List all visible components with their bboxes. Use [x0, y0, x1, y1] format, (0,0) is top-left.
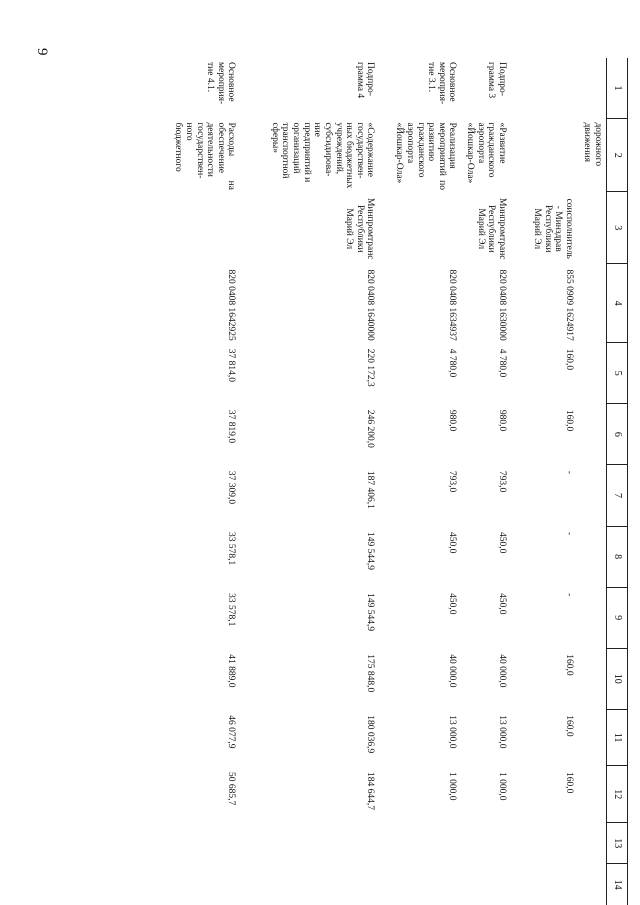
- table-cell-col-6: 37 819,0: [226, 409, 237, 444]
- table-row: [151, 58, 240, 905]
- table-cell-col-1: Подпро-грамма 3: [486, 62, 507, 99]
- table-cell-col-11: 180 036,9: [365, 715, 376, 754]
- table-cell-col-14: [510, 864, 577, 905]
- table-cell-col-8: 149 544,9: [365, 532, 376, 571]
- table-cell-col-9: 33 578,1: [226, 593, 237, 627]
- col-header-10: 10: [607, 648, 628, 709]
- table-cell-col-2: [510, 118, 577, 192]
- table-cell-col-11: 13 000,0: [497, 715, 507, 749]
- table-cell-col-4: [577, 263, 607, 342]
- table-cell-col-10: 41 889,0: [226, 654, 237, 688]
- col-header-7: 7: [607, 465, 628, 526]
- table-cell-col-12: 160,0: [564, 771, 574, 794]
- table-cell-col-10: 40 000,0: [447, 654, 458, 688]
- table-cell-col-3: [151, 192, 240, 264]
- table-cell-col-8: 33 578,1: [226, 532, 237, 566]
- table-cell-col-3: Минпромтранс Республики Марий Эл: [475, 197, 507, 260]
- table-cell-col-5: 4 780,0: [497, 348, 507, 378]
- budget-table: [151, 58, 629, 905]
- col-header-14: 14: [607, 864, 628, 905]
- table-cell-col-4: 855 0909 1624917: [564, 269, 574, 341]
- table-row: [461, 58, 511, 905]
- table-cell-col-13: [510, 823, 577, 864]
- table-cell-col-8: [577, 526, 607, 587]
- col-header-2: 2: [607, 118, 628, 192]
- table-row: [577, 58, 607, 905]
- table-cell-col-12: 50 685,7: [226, 771, 237, 806]
- table-cell-col-3: [577, 192, 607, 264]
- table-cell-col-6: 160,0: [564, 409, 574, 432]
- table-cell-col-14: [151, 864, 240, 905]
- header-row: [607, 58, 628, 905]
- table-cell-col-3: [379, 192, 461, 264]
- table-cell-col-6: [577, 404, 607, 465]
- table-cell-col-7: 793,0: [447, 470, 458, 493]
- table-cell-col-9: 450,0: [497, 593, 507, 615]
- table-cell-col-14: [577, 864, 607, 905]
- col-header-11: 11: [607, 709, 628, 766]
- table-cell-col-9: 450,0: [447, 593, 458, 615]
- table-cell-col-4: 820 0408 1642925: [226, 269, 237, 341]
- table-cell-col-7: -: [564, 470, 574, 475]
- table-cell-col-13: [151, 823, 240, 864]
- table-cell-col-12: 184 644,7: [365, 771, 376, 810]
- table-cell-col-12: 1 000,0: [447, 771, 458, 801]
- table-cell-col-7: 187 406,1: [365, 470, 376, 509]
- table-cell-col-10: 160,0: [564, 654, 574, 676]
- table-cell-col-9: -: [564, 593, 574, 597]
- table-cell-col-7: 37 309,0: [226, 470, 237, 505]
- table-cell-col-11: 46 077,9: [226, 715, 237, 749]
- col-header-4: 4: [607, 263, 628, 342]
- table-cell-col-10: [577, 648, 607, 709]
- table-cell-col-10: 40 000,0: [497, 654, 507, 688]
- table-cell-col-9: [577, 587, 607, 648]
- table-cell-col-11: 13 000,0: [447, 715, 458, 749]
- table-cell-col-1: [510, 58, 577, 118]
- table-row: [240, 58, 379, 905]
- table-cell-col-5: [577, 343, 607, 404]
- table-cell-col-5: 160,0: [564, 348, 574, 371]
- table-cell-col-10: 175 848,0: [365, 654, 376, 693]
- table-cell-col-8: 450,0: [447, 532, 458, 554]
- col-header-8: 8: [607, 526, 628, 587]
- table-cell-col-7: [577, 465, 607, 526]
- table-cell-col-1: Основное мероприя-тие 3.1.: [426, 62, 458, 105]
- table-cell-col-2: «Содержание государствен-ных бюджетных учреждений, субсидирова-ние предприятий и организаций транспортной сферы»: [269, 122, 376, 189]
- table-cell-col-3: соисполнитель - Минздрав Республики Марий Эл: [532, 198, 574, 259]
- table-cell-col-7: 793,0: [497, 470, 507, 493]
- table-cell-col-5: 220 172,3: [365, 348, 376, 387]
- table-cell-col-12: [577, 766, 607, 823]
- col-header-9: 9: [607, 587, 628, 648]
- col-header-13: 13: [607, 823, 628, 864]
- table-cell-col-6: 246 200,0: [365, 409, 376, 448]
- table-cell-col-5: 37 814,0: [226, 348, 237, 382]
- table-cell-col-1: [577, 58, 607, 118]
- table-row: [379, 58, 461, 905]
- table-cell-col-3: Минпромтранс Республики Марий Эл: [344, 197, 376, 260]
- col-header-5: 5: [607, 343, 628, 404]
- table-row: [510, 58, 577, 905]
- col-header-1: 1: [607, 58, 628, 118]
- table-cell-col-13: [577, 823, 607, 864]
- table-cell-col-2: дорожного движения: [582, 122, 603, 167]
- table-cell-col-2: Реализация мероприятий по развитию гражданского аэропорта «Йошкар-Ола»: [394, 122, 458, 190]
- table-cell-col-6: 980,0: [447, 409, 458, 432]
- table-cell-col-12: 1 000,0: [497, 771, 507, 801]
- table-cell-col-1: Основное мероприя-тие 4.1.: [205, 62, 237, 105]
- table-cell-col-14: [240, 864, 379, 905]
- table-cell-col-14: [461, 864, 511, 905]
- table-cell-col-4: 820 0408 1630000: [497, 269, 507, 341]
- table-cell-col-5: 4 780,0: [447, 348, 458, 378]
- table-cell-col-2: «Развитие гражданского аэропорта «Йошкар-Ола»: [465, 122, 507, 184]
- col-header-6: 6: [607, 404, 628, 465]
- table-cell-col-4: 820 0408 1640000: [365, 269, 376, 341]
- table-cell-col-13: [379, 823, 461, 864]
- table-cell-col-8: -: [564, 532, 574, 536]
- table-cell-col-9: 149 544,9: [365, 593, 376, 632]
- table-cell-col-11: 160,0: [564, 715, 574, 737]
- table-cell-col-11: [577, 709, 607, 766]
- table-cell-col-2: Расходы на обеспечение деятельности государствен-ного бюджетного: [173, 122, 237, 190]
- table-cell-col-13: [461, 823, 511, 864]
- page-number: 9: [34, 48, 50, 56]
- table-cell-col-8: 450,0: [497, 532, 507, 554]
- table-cell-col-1: Подпро-грамма 4: [354, 62, 376, 99]
- col-header-12: 12: [607, 766, 628, 823]
- table-cell-col-4: 820 0408 1634937: [447, 269, 458, 341]
- table-cell-col-13: [240, 823, 379, 864]
- col-header-3: 3: [607, 192, 628, 264]
- table-cell-col-14: [379, 864, 461, 905]
- table-cell-col-6: 980,0: [497, 409, 507, 432]
